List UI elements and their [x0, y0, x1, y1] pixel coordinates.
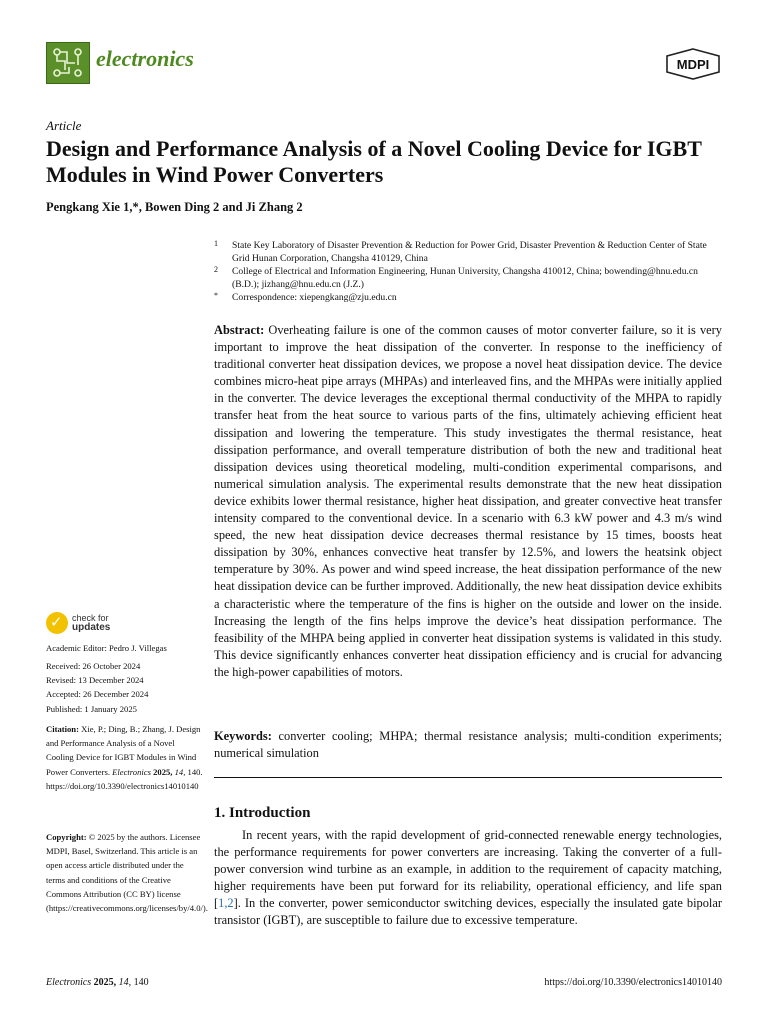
footer-page: 140 — [133, 977, 149, 988]
citation-label: Citation: — [46, 724, 79, 734]
keywords-label: Keywords: — [214, 729, 272, 743]
abstract-label: Abstract: — [214, 323, 265, 337]
copyright-block — [46, 830, 208, 915]
article-type: Article — [46, 118, 82, 133]
journal-logo-icon — [47, 43, 89, 83]
check-circle-icon: ✓ — [46, 612, 68, 634]
reference-link[interactable]: 1,2 — [218, 896, 234, 911]
abstract — [214, 322, 722, 681]
published-date: Published: 1 January 2025 — [46, 703, 137, 714]
mdpi-logo[interactable] — [664, 48, 722, 80]
copyright-text: © 2025 by the authors. Licensee MDPI, Basel, Switzerland. This article is an open access article distributed under the terms and conditions of the Creative Commons Attribution (CC BY) license (https://creativecommons.org/licenses/by/4.0/). — [46, 832, 208, 914]
affiliations — [214, 240, 724, 306]
journal-logo — [46, 42, 90, 84]
section-divider — [214, 777, 722, 778]
affiliation-text: College of Electrical and Information Engineering, Hunan University, Changsha 410012, China; bowending@hnu.edu.cn (B.D.); jizhang@hnu.edu.cn (J.Z.) — [232, 266, 698, 290]
affiliation-text: State Key Laboratory of Disaster Prevention & Reduction for Power Grid, Disaster Prevention & Reduction Center of State Grid Hunan Corporation, Changsha 410129, China — [232, 240, 707, 264]
citation-block — [46, 722, 204, 793]
journal-name[interactable]: electronics — [96, 46, 194, 71]
check-for-label: check for — [72, 613, 109, 623]
updates-label: updates — [72, 622, 111, 633]
citation-volume: 14, — [174, 766, 186, 777]
abstract-text: Overheating failure is one of the common causes of motor converter failure, so it is very important to improve the heat dissipation of the converter. In response to the inefficiency of traditional converter heat dissipation devices, we propose a novel heat dissipation device. The device combines micro-heat pipe arrays (MHPAs) and interleaved fins, and the MHPAs were initially applied in the converter. The device leverages the exceptional thermal conductivity of the MHPA to rapidly transfer heat from the heat source to various parts of the fins, ultimately achieving efficient heat dissipation and lowering the temperature. This study investigates the thermal resistance, heat dissipation performance, and overall temperature distribution of both the new and traditional heat dissipation devices using theoretical modeling, multi-condition experimental comparisons, and numerical simulation analysis. The experimental results demonstrate that the new heat dissipation device exhibits lower thermal resistance, higher heat dissipation, and greater convective heat transfer intensity compared to the conventional device. In a scenario with 6.3 kW power and 4.3 m/s wind speed, the new heat dissipation device decreases thermal resistance by 15 times, boosts heat dissipation by 30%, enhances convective heat transfer by 12.5%, and lowers the heatsink object temperature by 30%. As power and wind speed increase, the heat dissipation performance of the new heat dissipation device can be further improved. Additionally, the new heat dissipation device exhibits a characteristic where the temperature of the fins is higher on the outside and lower on the inside. Increasing the length of the fins helps improve the device’s heat dissipation performance. The feasibility of the MHPA being applied in converter heat dissipation systems is validated in this study. This device significantly enhances converter heat dissipation efficiency and is crucial for advancing the high-power capabilities of motors. — [214, 323, 722, 679]
citation-doi-link[interactable]: https://doi.org/10.3390/electronics14010140 — [46, 780, 199, 791]
affiliation-1 — [214, 240, 724, 265]
affiliation-mark: 1 — [214, 239, 218, 248]
accepted-date: Accepted: 26 December 2024 — [46, 689, 149, 700]
citation-year: 2025, — [153, 766, 173, 777]
intro-text: In recent years, with the rapid development of grid-connected renewable energy technologies, the performance requirements for power converters are increasing. Taking the converter of a full-power conversion wind turbine as an example, in addition to the requirement of capacity matching, higher requirements have been put forward for its reliability, operational efficiency, and life span [ — [214, 828, 722, 911]
section-heading-introduction: 1. Introduction — [214, 805, 311, 821]
article-title: Design and Performance Analysis of a Novel Cooling Device for IGBT Modules in Wind Power Converters — [46, 136, 702, 187]
footer-journal: Electronics — [46, 977, 92, 988]
received-date: Received: 26 October 2024 — [46, 661, 141, 671]
footer-year: 2025, — [93, 977, 117, 988]
footer-citation — [46, 977, 149, 988]
keywords-text: converter cooling; MHPA; thermal resistance analysis; multi-condition experiments; numerical simulation — [214, 729, 722, 761]
citation-text: Xie, P.; Ding, B.; Zhang, J. Design and Performance Analysis of a Novel Cooling Device for IGBT Modules in Wind Power Converters. — [46, 724, 201, 777]
check-for-updates-label — [72, 613, 110, 633]
check-for-updates-badge[interactable] — [46, 612, 166, 636]
revised-date: Revised: 13 December 2024 — [46, 675, 144, 686]
academic-editor: Academic Editor: Pedro J. Villegas — [46, 643, 167, 653]
copyright-label: Copyright: — [46, 832, 87, 842]
affiliation-mark: * — [214, 291, 218, 300]
footer-doi-link[interactable]: https://doi.org/10.3390/electronics14010140 — [544, 977, 722, 988]
correspondence-text: Correspondence: xiepengkang@zju.edu.cn — [232, 292, 397, 303]
author-list: Pengkang Xie 1,*, Bowen Ding 2 and Ji Zhang 2 — [46, 200, 303, 214]
affiliation-mark: 2 — [214, 265, 218, 274]
citation-journal: Electronics — [112, 766, 151, 777]
mdpi-logo-text: MDPI — [676, 57, 710, 72]
publication-dates — [46, 659, 204, 716]
footer-volume: 14, — [118, 977, 132, 988]
keywords — [214, 728, 722, 762]
affiliation-2 — [214, 266, 724, 291]
intro-text-continued: ]. In the converter, power semiconductor switching devices, especially the insulated gate bipolar transistor (IGBT), are susceptible to failure due to excessive temperature. — [214, 896, 722, 928]
introduction-paragraph — [214, 827, 722, 930]
citation-page: 140. — [187, 766, 203, 777]
correspondence — [214, 292, 724, 305]
